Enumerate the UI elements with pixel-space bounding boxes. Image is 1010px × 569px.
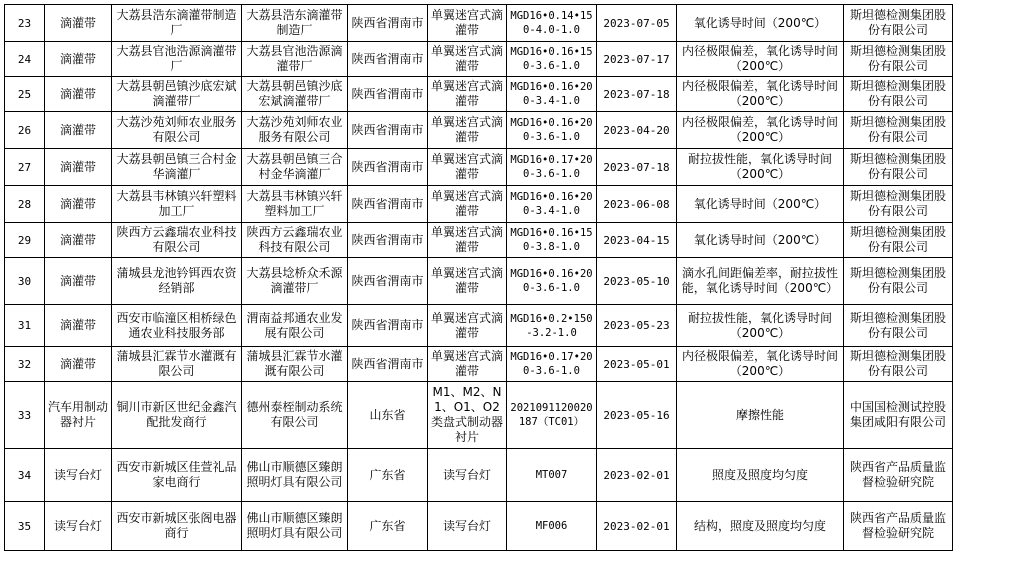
seller-name: 西安市临潼区相桥绿色通农业科技服务部 bbox=[112, 305, 242, 347]
manufacturer-location: 广东省 bbox=[348, 502, 428, 551]
testing-lab: 斯坦德检测集团股份有限公司 bbox=[844, 347, 953, 382]
production-date: 2023-07-05 bbox=[597, 5, 677, 42]
testing-lab: 斯坦德检测集团股份有限公司 bbox=[844, 42, 953, 77]
table-row bbox=[5, 223, 953, 258]
manufacturer-name: 佛山市顺德区臻朗照明灯具有限公司 bbox=[242, 449, 348, 502]
product-name: 滴灌带 bbox=[45, 305, 112, 347]
model-number: MGD16•0.16•200-3.4-1.0 bbox=[507, 77, 597, 112]
manufacturer-name: 大荔县浩东滴灌带制造厂 bbox=[242, 5, 348, 42]
product-spec-name: 单翼迷宫式滴灌带 bbox=[428, 305, 507, 347]
testing-lab: 中国国检测试控股集团咸阳有限公司 bbox=[844, 382, 953, 449]
testing-lab: 斯坦德检测集团股份有限公司 bbox=[844, 77, 953, 112]
failed-items: 内径极限偏差，氧化诱导时间（200℃） bbox=[677, 112, 844, 149]
seller-name: 大荔县官池浩源滴灌带厂 bbox=[112, 42, 242, 77]
manufacturer-location: 陕西省渭南市 bbox=[348, 149, 428, 186]
seller-name: 铜川市新区世纪金鑫汽配批发商行 bbox=[112, 382, 242, 449]
manufacturer-location: 陕西省渭南市 bbox=[348, 258, 428, 305]
product-name: 滴灌带 bbox=[45, 223, 112, 258]
production-date: 2023-05-16 bbox=[597, 382, 677, 449]
product-name: 滴灌带 bbox=[45, 77, 112, 112]
product-name: 滴灌带 bbox=[45, 186, 112, 223]
manufacturer-name: 德州泰桎制动系统有限公司 bbox=[242, 382, 348, 449]
manufacturer-location: 陕西省渭南市 bbox=[348, 305, 428, 347]
production-date: 2023-02-01 bbox=[597, 502, 677, 551]
table-row bbox=[5, 449, 953, 502]
production-date: 2023-05-23 bbox=[597, 305, 677, 347]
manufacturer-location: 陕西省渭南市 bbox=[348, 77, 428, 112]
manufacturer-name: 蒲城县汇霖节水灌溉有限公司 bbox=[242, 347, 348, 382]
production-date: 2023-05-01 bbox=[597, 347, 677, 382]
failed-items: 耐拉拔性能，氧化诱导时间（200℃） bbox=[677, 149, 844, 186]
model-number: MGD16•0.17•200-3.6-1.0 bbox=[507, 149, 597, 186]
production-date: 2023-07-18 bbox=[597, 149, 677, 186]
manufacturer-location: 山东省 bbox=[348, 382, 428, 449]
manufacturer-location: 陕西省渭南市 bbox=[348, 223, 428, 258]
failed-items: 摩擦性能 bbox=[677, 382, 844, 449]
model-number: MGD16•0.14•150-4.0-1.0 bbox=[507, 5, 597, 42]
failed-items: 内径极限偏差，氧化诱导时间（200℃） bbox=[677, 77, 844, 112]
table-row bbox=[5, 347, 953, 382]
row-number: 31 bbox=[5, 305, 45, 347]
row-number: 23 bbox=[5, 5, 45, 42]
seller-name: 大荔县浩东滴灌带制造厂 bbox=[112, 5, 242, 42]
product-spec-name: 单翼迷宫式滴灌带 bbox=[428, 5, 507, 42]
product-spec-name: 单翼迷宫式滴灌带 bbox=[428, 149, 507, 186]
seller-name: 大荔县朝邑镇三合村金华滴灌厂 bbox=[112, 149, 242, 186]
seller-name: 大荔沙苑刘师农业服务有限公司 bbox=[112, 112, 242, 149]
production-date: 2023-07-18 bbox=[597, 77, 677, 112]
production-date: 2023-04-20 bbox=[597, 112, 677, 149]
table-row bbox=[5, 186, 953, 223]
failed-items: 结构，照度及照度均匀度 bbox=[677, 502, 844, 551]
table-row bbox=[5, 305, 953, 347]
row-number: 25 bbox=[5, 77, 45, 112]
testing-lab: 陕西省产品质量监督检验研究院 bbox=[844, 502, 953, 551]
model-number: MGD16•0.16•200-3.4-1.0 bbox=[507, 186, 597, 223]
testing-lab: 斯坦德检测集团股份有限公司 bbox=[844, 186, 953, 223]
product-spec-name: 单翼迷宫式滴灌带 bbox=[428, 77, 507, 112]
manufacturer-name: 大荔县官池浩源滴灌带厂 bbox=[242, 42, 348, 77]
table-row bbox=[5, 502, 953, 551]
table-body bbox=[5, 5, 953, 551]
row-number: 26 bbox=[5, 112, 45, 149]
seller-name: 西安市新城区佳萱礼品家电商行 bbox=[112, 449, 242, 502]
model-number: 2021091120020187（TC01） bbox=[507, 382, 597, 449]
seller-name: 蒲城县龙池钤铒西农资经销部 bbox=[112, 258, 242, 305]
manufacturer-name: 陕西方云鑫瑞农业科技有限公司 bbox=[242, 223, 348, 258]
product-spec-name: 单翼迷宫式滴灌带 bbox=[428, 112, 507, 149]
product-name: 读写台灯 bbox=[45, 502, 112, 551]
manufacturer-name: 佛山市顺德区臻朗照明灯具有限公司 bbox=[242, 502, 348, 551]
manufacturer-location: 陕西省渭南市 bbox=[348, 112, 428, 149]
product-name: 滴灌带 bbox=[45, 42, 112, 77]
product-name: 滴灌带 bbox=[45, 347, 112, 382]
failed-items: 滴水孔间距偏差率，耐拉拔性能，氧化诱导时间（200℃） bbox=[677, 258, 844, 305]
product-name: 滴灌带 bbox=[45, 149, 112, 186]
manufacturer-name: 大荔县朝邑镇沙底宏斌滴灌带厂 bbox=[242, 77, 348, 112]
seller-name: 蒲城县汇霖节水灌溉有限公司 bbox=[112, 347, 242, 382]
failed-items: 内径极限偏差，氧化诱导时间（200℃） bbox=[677, 347, 844, 382]
table-row bbox=[5, 382, 953, 449]
row-number: 24 bbox=[5, 42, 45, 77]
product-spec-name: 读写台灯 bbox=[428, 449, 507, 502]
row-number: 29 bbox=[5, 223, 45, 258]
row-number: 27 bbox=[5, 149, 45, 186]
sampling-results-table bbox=[4, 4, 953, 551]
row-number: 34 bbox=[5, 449, 45, 502]
manufacturer-location: 陕西省渭南市 bbox=[348, 347, 428, 382]
testing-lab: 斯坦德检测集团股份有限公司 bbox=[844, 258, 953, 305]
product-spec-name: 单翼迷宫式滴灌带 bbox=[428, 223, 507, 258]
product-name: 滴灌带 bbox=[45, 258, 112, 305]
table-row bbox=[5, 112, 953, 149]
model-number: MGD16•0.2•150-3.2-1.0 bbox=[507, 305, 597, 347]
row-number: 28 bbox=[5, 186, 45, 223]
model-number: MGD16•0.16•150-3.8-1.0 bbox=[507, 223, 597, 258]
model-number: MGD16•0.16•200-3.6-1.0 bbox=[507, 258, 597, 305]
testing-lab: 陕西省产品质量监督检验研究院 bbox=[844, 449, 953, 502]
product-spec-name: 单翼迷宫式滴灌带 bbox=[428, 42, 507, 77]
manufacturer-name: 大荔县韦林镇兴轩塑料加工厂 bbox=[242, 186, 348, 223]
row-number: 32 bbox=[5, 347, 45, 382]
model-number: MT007 bbox=[507, 449, 597, 502]
production-date: 2023-06-08 bbox=[597, 186, 677, 223]
product-name: 滴灌带 bbox=[45, 5, 112, 42]
production-date: 2023-07-17 bbox=[597, 42, 677, 77]
production-date: 2023-04-15 bbox=[597, 223, 677, 258]
seller-name: 西安市新城区张阁电器商行 bbox=[112, 502, 242, 551]
product-name: 滴灌带 bbox=[45, 112, 112, 149]
product-spec-name: 单翼迷宫式滴灌带 bbox=[428, 347, 507, 382]
production-date: 2023-05-10 bbox=[597, 258, 677, 305]
model-number: MGD16•0.16•150-3.6-1.0 bbox=[507, 42, 597, 77]
table-row bbox=[5, 258, 953, 305]
manufacturer-name: 大荔县埝桥众禾源滴灌带厂 bbox=[242, 258, 348, 305]
row-number: 33 bbox=[5, 382, 45, 449]
product-name: 读写台灯 bbox=[45, 449, 112, 502]
table-row bbox=[5, 5, 953, 42]
model-number: MGD16•0.17•200-3.6-1.0 bbox=[507, 347, 597, 382]
product-name: 汽车用制动器衬片 bbox=[45, 382, 112, 449]
seller-name: 大荔县朝邑镇沙底宏斌滴灌带厂 bbox=[112, 77, 242, 112]
failed-items: 氧化诱导时间（200℃） bbox=[677, 223, 844, 258]
table-row bbox=[5, 42, 953, 77]
failed-items: 照度及照度均匀度 bbox=[677, 449, 844, 502]
model-number: MF006 bbox=[507, 502, 597, 551]
table-row bbox=[5, 77, 953, 112]
model-number: MGD16•0.16•200-3.6-1.0 bbox=[507, 112, 597, 149]
seller-name: 大荔县韦林镇兴轩塑料加工厂 bbox=[112, 186, 242, 223]
failed-items: 氧化诱导时间（200℃） bbox=[677, 5, 844, 42]
product-spec-name: 单翼迷宫式滴灌带 bbox=[428, 258, 507, 305]
testing-lab: 斯坦德检测集团股份有限公司 bbox=[844, 112, 953, 149]
manufacturer-name: 大荔县朝邑镇三合村金华滴灌厂 bbox=[242, 149, 348, 186]
failed-items: 耐拉拔性能，氧化诱导时间（200℃） bbox=[677, 305, 844, 347]
failed-items: 内径极限偏差，氧化诱导时间（200℃） bbox=[677, 42, 844, 77]
testing-lab: 斯坦德检测集团股份有限公司 bbox=[844, 305, 953, 347]
testing-lab: 斯坦德检测集团股份有限公司 bbox=[844, 223, 953, 258]
manufacturer-location: 陕西省渭南市 bbox=[348, 186, 428, 223]
manufacturer-location: 陕西省渭南市 bbox=[348, 5, 428, 42]
failed-items: 氧化诱导时间（200℃） bbox=[677, 186, 844, 223]
production-date: 2023-02-01 bbox=[597, 449, 677, 502]
product-spec-name: 单翼迷宫式滴灌带 bbox=[428, 186, 507, 223]
manufacturer-location: 陕西省渭南市 bbox=[348, 42, 428, 77]
manufacturer-name: 渭南益邦通农业发展有限公司 bbox=[242, 305, 348, 347]
row-number: 35 bbox=[5, 502, 45, 551]
manufacturer-name: 大荔沙苑刘师农业服务有限公司 bbox=[242, 112, 348, 149]
testing-lab: 斯坦德检测集团股份有限公司 bbox=[844, 5, 953, 42]
manufacturer-location: 广东省 bbox=[348, 449, 428, 502]
table-row bbox=[5, 149, 953, 186]
testing-lab: 斯坦德检测集团股份有限公司 bbox=[844, 149, 953, 186]
product-spec-name: M1、M2、N1、O1、O2类盘式制动器衬片 bbox=[428, 382, 507, 449]
row-number: 30 bbox=[5, 258, 45, 305]
product-spec-name: 读写台灯 bbox=[428, 502, 507, 551]
seller-name: 陕西方云鑫瑞农业科技有限公司 bbox=[112, 223, 242, 258]
